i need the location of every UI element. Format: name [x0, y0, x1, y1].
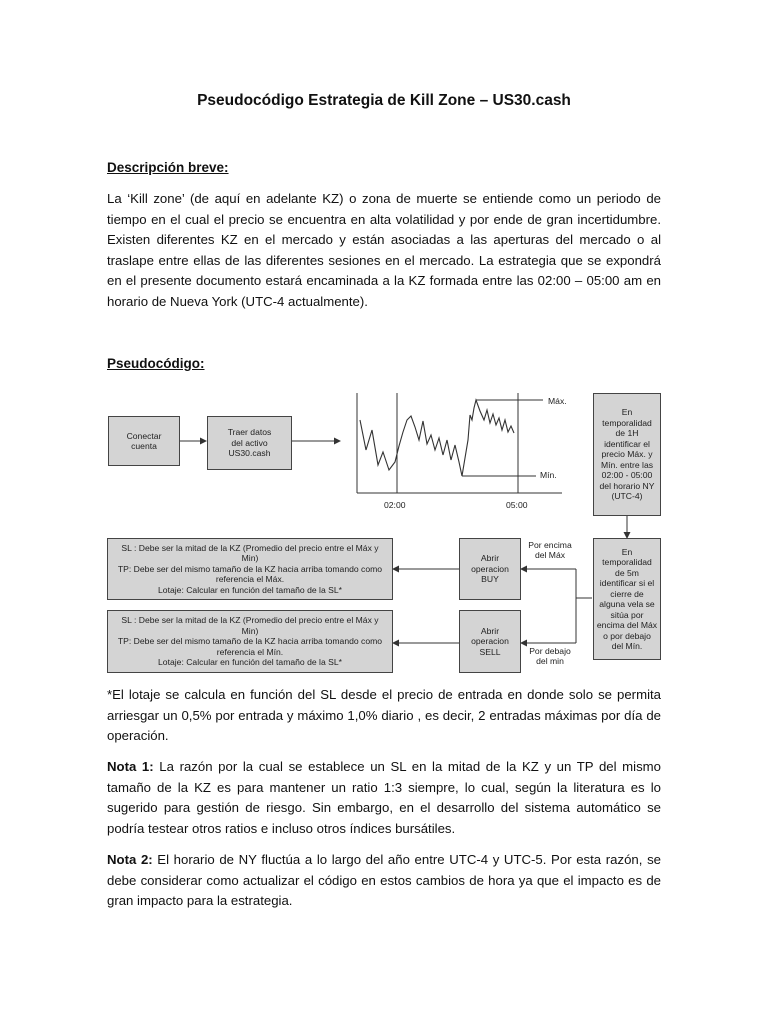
box-sell-rules: SL : Debe ser la mitad de la KZ (Promedio del precio entre el Máx y Min) TP: Debe ser del mismo tamaño de la KZ hacia arriba tomando como referencia el Mín. Lotaje: Calcular en función del tamaño de la SL*	[107, 610, 393, 673]
note-2-label: Nota 2:	[107, 852, 153, 867]
label-below-min: Por debajo del min	[529, 646, 571, 666]
box-buy-rules: SL : Debe ser la mitad de la KZ (Promedio del precio entre el Máx y Min) TP: Debe ser del mismo tamaño de la KZ hacia arriba tomando como referencia el Máx. Lotaje: Calcular en función del tamaño de la SL*	[107, 538, 393, 600]
chart-tick-0500: 05:00	[506, 500, 528, 510]
note-1	[107, 757, 661, 839]
chart-tick-0200: 02:00	[384, 500, 406, 510]
description-heading: Descripción breve:	[107, 160, 229, 175]
description-paragraph: La ‘Kill zone’ (de aquí en adelante KZ) o zona de muerte se entiende como un periodo de tiempo en el cual el precio se encuentra en alta volatilidad y por ende de gran incertidumbre. Existen diferentes KZ en el mercado y están asociadas a las aperturas del mercado o al traslape entre ellas de las diferentes sesiones en el mercado. La estrategia que se expondrá en el presente documento estará encaminada a la KZ formada entre las 02:00 – 05:00 am en horario de Nueva York (UTC-4 actualmente).	[107, 191, 661, 309]
chart-price-line	[360, 400, 514, 476]
box-5m-timeframe: En temporalidad de 5m identificar si el cierre de alguna vela se sitúa por encima del Máx o por debajo del Mín.	[593, 538, 661, 660]
note-1-label: Nota 1:	[107, 759, 154, 774]
chart-max-label: Máx.	[548, 396, 567, 406]
box-open-buy: Abrir operacion BUY	[459, 538, 521, 600]
document-title: Pseudocódigo Estrategia de Kill Zone – US30.cash	[197, 92, 571, 109]
label-above-max: Por encima del Máx	[528, 540, 572, 560]
note-2-text: El horario de NY fluctúa a lo largo del año entre UTC-4 y UTC-5. Por esta razón, se debe considerar como actualizar el código en estos cambios de hora ya que el impacto es de gran impacto para la estrategia.	[107, 852, 661, 909]
box-open-sell: Abrir operacion SELL	[459, 610, 521, 673]
box-1h-timeframe: En temporalidad de 1H identificar el precio Máx. y Mín. entre las 02:00 - 05:00 del horario NY (UTC-4)	[593, 393, 661, 516]
note-2	[107, 850, 661, 912]
chart-min-label: Mín.	[540, 470, 557, 480]
note-1-text: La razón por la cual se establece un SL en la mitad de la KZ y un TP del mismo tamaño de la KZ es para mantener un ratio 1:3 siempre, lo cual, según la literatura es lo sugerido para gestión de riesgo. Sin embargo, en el desarrollo del sistema automático se podría testear otros ratios e incluso otros índices bursátiles.	[107, 759, 661, 836]
lot-size-note: *El lotaje se calcula en función del SL desde el precio de entrada en donde solo se permita arriesgar un 0,5% por entrada y máximo 1,0% diario , es decir, 2 entradas máximas por día de operación.	[107, 687, 661, 744]
box-fetch-data: Traer datos del activo US30.cash	[207, 416, 292, 470]
pseudocode-heading: Pseudocódigo:	[107, 356, 205, 371]
box-connect-account: Conectar cuenta	[108, 416, 180, 466]
